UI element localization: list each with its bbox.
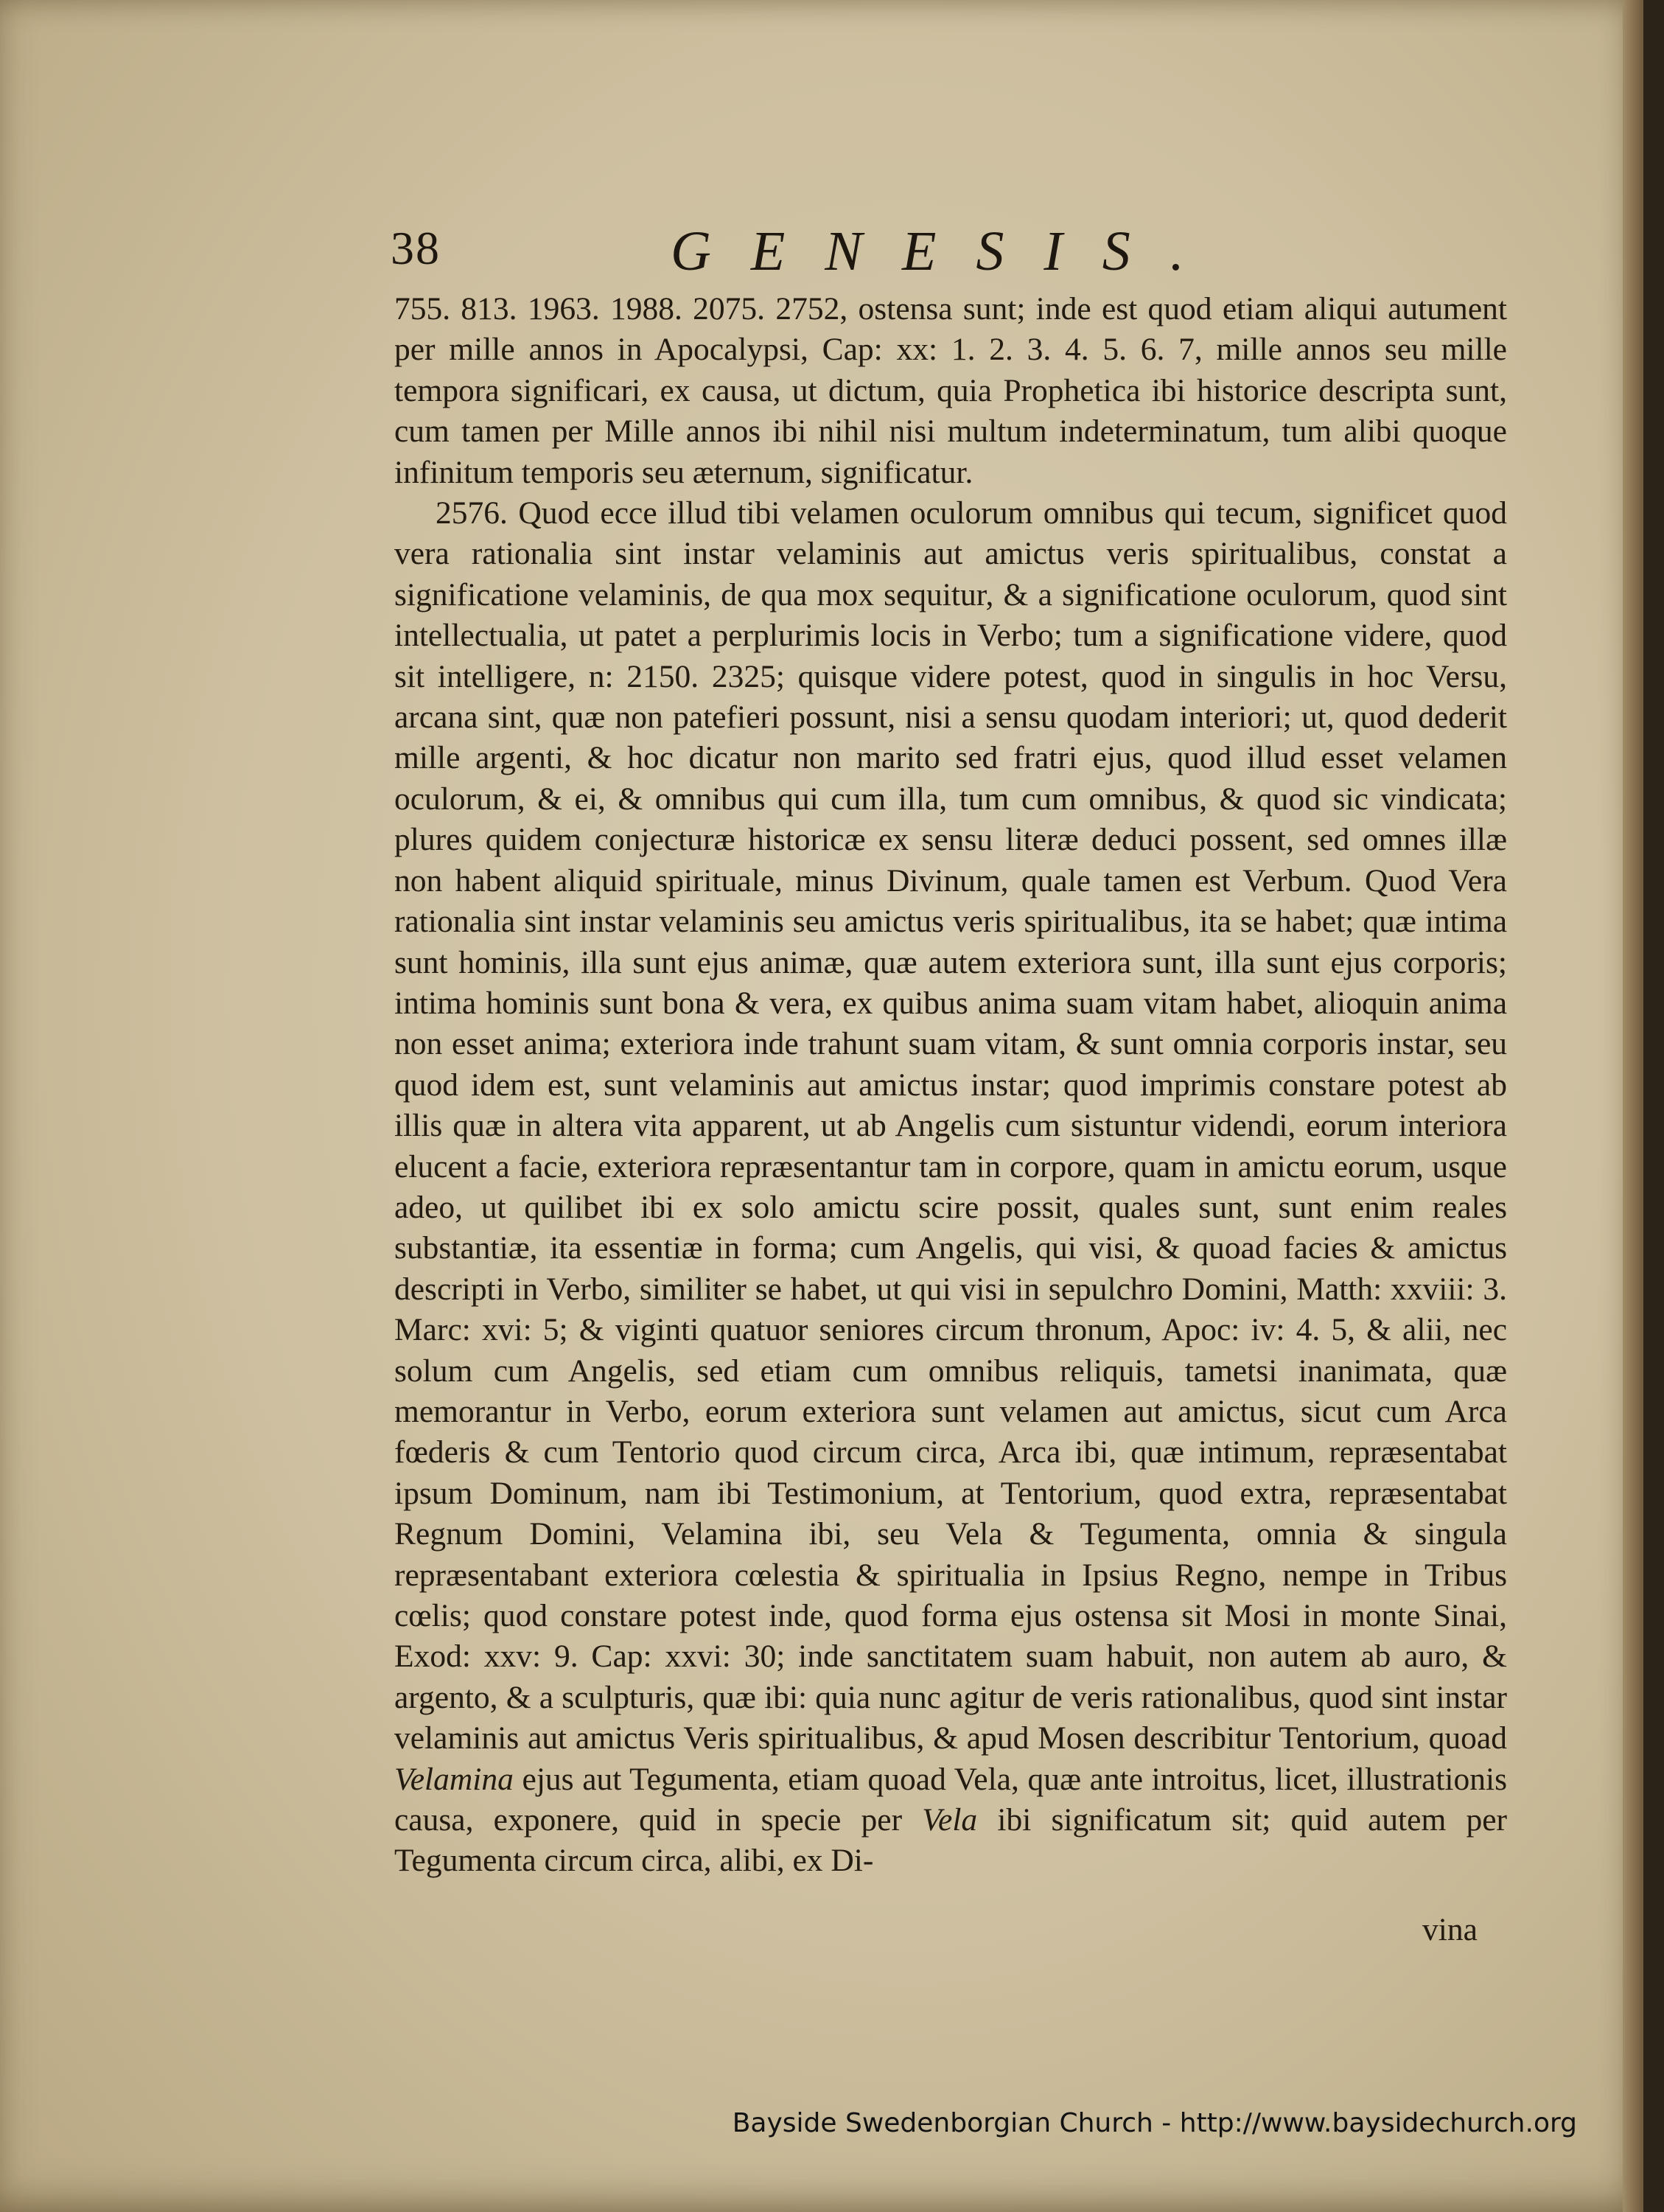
paragraph-text: ejus aut Tegumenta, etiam quoad Vela, quæ ante introitus, licet, illustrationis causa, exponere, quid in specie per bbox=[394, 1761, 1508, 1838]
page-header bbox=[391, 212, 1511, 286]
catchword: vina bbox=[1422, 1912, 1478, 1947]
page-edge bbox=[1623, 0, 1643, 2212]
italic-word: Velamina bbox=[394, 1761, 514, 1797]
body-text bbox=[394, 289, 1507, 1882]
page-number: 38 bbox=[391, 222, 441, 274]
italic-word: Vela bbox=[922, 1802, 978, 1838]
running-title: GENESIS. bbox=[671, 220, 1224, 282]
paragraph-continuation: 755. 813. 1963. 1988. 2075. 2752, ostensa sunt; inde est quod etiam aliqui autument per mille annos in Apocalypsi, Cap: xx: 1. 2. 3. 4. 5. 6. 7, mille annos seu mille tempora significari, ex causa, ut dictum, quia Prophetica ibi historice descripta sunt, cum tamen per Mille annos ibi nihil nisi multum indeterminatum, tum alibi quoque infinitum temporis seu æternum, significatur. bbox=[394, 291, 1507, 490]
watermark-text: Bayside Swedenborgian Church - http://www.baysidechurch.org bbox=[732, 2108, 1577, 2138]
paragraph-2576 bbox=[394, 493, 1507, 1882]
paragraph-text: 2576. Quod ecce illud tibi velamen oculorum omnibus qui tecum, significet quod vera rationalia sint instar velaminis aut amictus veris spiritualibus, constat a significatione velaminis, de qua mox sequitur, & a significatione oculorum, quod sint intellectualia, ut patet a perplurimis locis in Verbo; tum a significatione videre, quod sit intelligere, n: 2150. 2325; quisque videre potest, quod in singulis in hoc Versu, arcana sint, quæ non patefieri possunt, nisi a sensu quodam interiori; ut, quod dederit mille argenti, & hoc dicatur non marito sed fratri ejus, quod illud esset velamen oculorum, & ei, & omnibus qui cum illa, tum cum omnibus, & quod sic vindicata; plures quidem conjecturæ historicæ ex sensu literæ deduci possent, sed omnes illæ non habent aliquid spirituale, minus Divinum, quale tamen est Verbum. Quod Vera rationalia sint instar velaminis seu amictus veris spiritualibus, ita se habet; quæ intima sunt hominis, illa sunt ejus animæ, quæ autem exteriora sunt, illa sunt ejus corporis; intima hominis sunt bona & vera, ex quibus anima suam vitam habet, alioquin anima non esset anima; exteriora inde trahunt suam vitam, & sunt omnia corporis instar, seu quod idem est, sunt velaminis aut amictus instar; quod imprimis constare potest ab illis quæ in altera vita apparent, ut ab Angelis cum sistuntur videndi, eorum interiora elucent a facie, exteriora repræsentantur tam in corpore, quam in amictu eorum, usque adeo, ut quilibet ibi ex solo amictu scire possit, quales sunt, sunt enim reales substantiæ, ita essentiæ in forma; cum Angelis, qui visi, & quoad facies & amictus descripti in Verbo, similiter se habet, ut qui visi in sepulchro Domini, Matth: xxviii: 3. Marc: xvi: 5; & viginti quatuor seniores circum thronum, Apoc: iv: 4. 5, & alii, nec solum cum Angelis, sed etiam cum omnibus reliquis, tametsi inanimata, quæ memorantur in Verbo, eorum exteriora sunt velamen aut amictus, sicut cum Arca fœderis & cum Tentorio quod circum circa, Arca ibi, quæ intimum, repræsentabat ipsum Dominum, nam ibi Testimonium, at Tentorium, quod extra, repræsentabat Regnum Domini, Velamina ibi, seu Vela & Tegumenta, omnia & singula repræsentabant exteriora cœlestia & spiritualia in Ipsius Regno, nempe in Tribus cœlis; quod constare potest inde, quod forma ejus ostensa sit Mosi in monte Sinai, Exod: xxv: 9. Cap: xxvi: 30; inde sanctitatem suam habuit, non autem ab auro, & argento, & a sculpturis, quæ ibi: quia nunc agitur de veris rationalibus, quod sint instar velaminis aut amictus Veris spiritualibus, & apud Mosen describitur Tentorium, quoad bbox=[394, 495, 1507, 1756]
paragraph-text: ibi significatum sit; quid autem per Tegumenta circum circa, alibi, ex Di- bbox=[394, 1802, 1508, 1879]
